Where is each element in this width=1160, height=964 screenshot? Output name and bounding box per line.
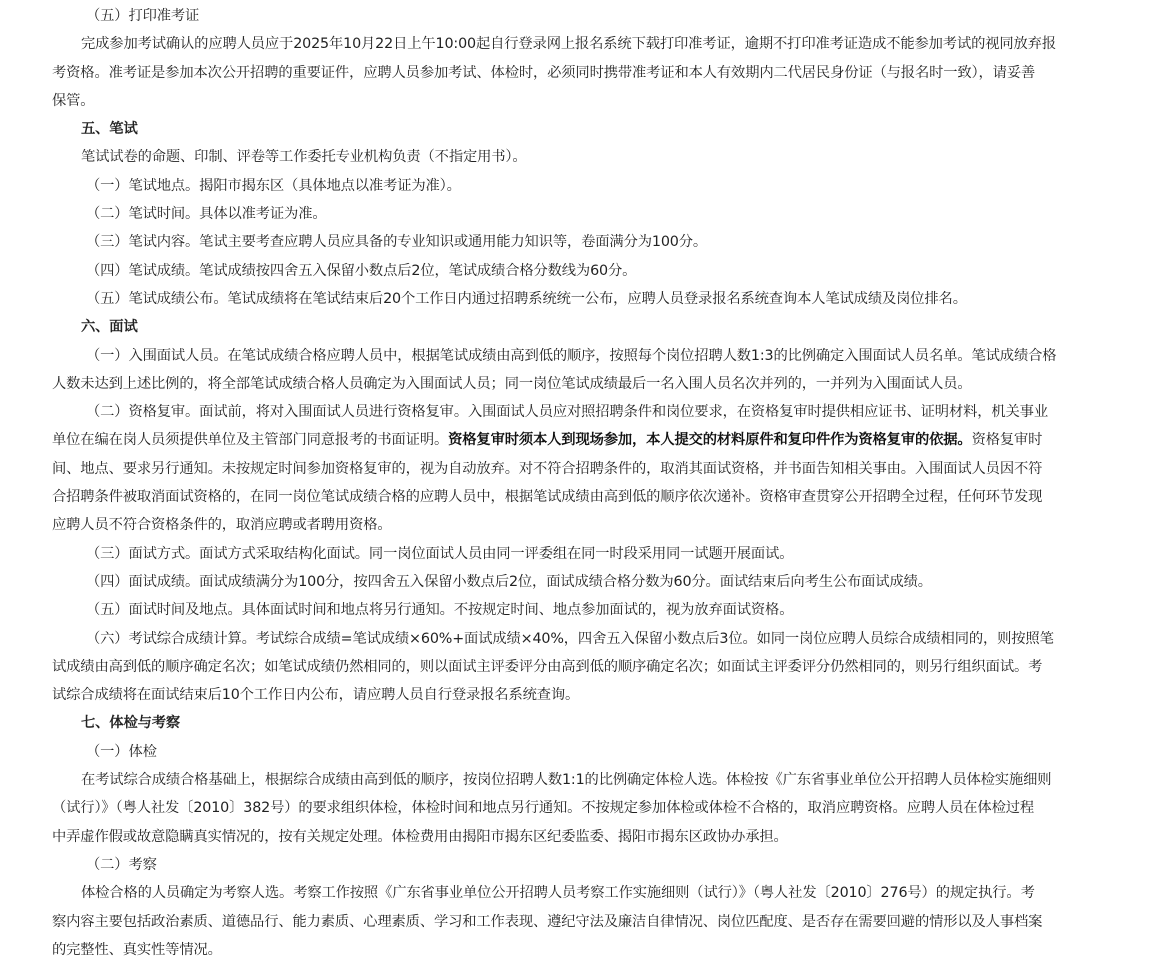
text-line: （一）体检 <box>86 743 157 760</box>
text-line: 在考试综合成绩合格基础上，根据综合成绩由高到低的顺序，按岗位招聘人数1:1的比例确定体检人选。体检按《广东省事业单位公开招聘人员体检实施细则 <box>81 772 1052 789</box>
text-line: 间、地点、要求另行通知。未按规定时间参加资格复审的，视为自动放弃。对不符合招聘条件的，取消其面试资格，并书面告知相关事由。入围面试人员因不符 <box>52 460 1043 477</box>
text-line: 体检合格的人员确定为考察人选。考察工作按照《广东省事业单位公开招聘人员考察工作实施细则（试行）》（粤人社发〔2010〕276号）的规定执行。考 <box>81 885 1035 902</box>
text-line: 合招聘条件被取消面试资格的，在同一岗位笔试成绩合格的应聘人员中，根据笔试成绩由高到低的顺序依次递补。资格审查贯穿公开招聘全过程，任何环节发现 <box>52 489 1043 506</box>
section-heading: 七、体检与考察 <box>81 715 181 732</box>
text-line: （五）打印准考证 <box>86 8 200 24</box>
text-line: （试行）》（粤人社发〔2010〕382号）的要求组织体检，体检时间和地点另行通知。不按规定参加体检或体检不合格的，取消应聘资格。应聘人员在体检过程 <box>52 800 1035 817</box>
text-segment: 单位在编在岗人员须提供单位及主管部门同意报考的书面证明。 <box>52 432 449 449</box>
text-segment: 资格复审时 <box>971 432 1043 449</box>
text-line: 的完整性、真实性等情况。 <box>52 941 222 958</box>
bold-text-segment: 资格复审时须本人到现场参加，本人提交的材料原件和复印件作为资格复审的依据。 <box>448 432 972 449</box>
text-line: （二）笔试时间。具体以准考证为准。 <box>86 206 327 223</box>
text-line: 人数未达到上述比例的，将全部笔试成绩合格人员确定为入围面试人员；同一岗位笔试成绩最后一名入围人员名次并列的，一并列为入围面试人员。 <box>52 375 972 392</box>
text-line: （二）资格复审。面试前，将对入围面试人员进行资格复审。入围面试人员应对照招聘条件和岗位要求，在资格复审时提供相应证书、证明材料，机关事业 <box>86 404 1048 421</box>
text-line: （一）入围面试人员。在笔试成绩合格应聘人员中，根据笔试成绩由高到低的顺序，按照每个岗位招聘人数1:3的比例确定入围面试人员名单。笔试成绩合格 <box>86 347 1057 364</box>
text-line: 应聘人员不符合资格条件的，取消应聘或者聘用资格。 <box>52 517 392 534</box>
text-line: 试成绩由高到低的顺序确定名次；如笔试成绩仍然相同的，则以面试主评委评分由高到低的顺序确定名次；如面试主评委评分仍然相同的，则另行组织面试。考 <box>52 658 1043 675</box>
text-line <box>52 426 1110 454</box>
section-heading: 五、笔试 <box>81 121 138 138</box>
text-line: （四）笔试成绩。笔试成绩按四舍五入保留小数点后2位，笔试成绩合格分数线为60分。 <box>86 262 637 279</box>
text-line: 完成参加考试确认的应聘人员应于2025年10月22日上午10:00起自行登录网上报名系统下载打印准考证，逾期不打印准考证造成不能参加考试的视同放弃报 <box>81 36 1056 53</box>
text-line: 试综合成绩将在面试结束后10个工作日内公布，请应聘人员自行登录报名系统查询。 <box>52 687 580 704</box>
text-line: （五）面试时间及地点。具体面试时间和地点将另行通知。不按规定时间、地点参加面试的，视为放弃面试资格。 <box>86 602 794 619</box>
text-line: （一）笔试地点。揭阳市揭东区（具体地点以准考证为准）。 <box>86 177 461 194</box>
section-heading: 六、面试 <box>81 319 138 336</box>
text-line: 中弄虚作假或故意隐瞒真实情况的，按有关规定处理。体检费用由揭阳市揭东区纪委监委、揭阳市揭东区政协办承担。 <box>52 828 788 845</box>
text-line: （六）考试综合成绩计算。考试综合成绩=笔试成绩×60%+面试成绩×40%，四舍五入保留小数点后3位。如同一岗位应聘人员综合成绩相同的，则按照笔 <box>86 630 1054 647</box>
text-line: （三）面试方式。面试方式采取结构化面试。同一岗位面试人员由同一评委组在同一时段采用同一试题开展面试。 <box>86 545 794 562</box>
text-line: 笔试试卷的命题、印制、评卷等工作委托专业机构负责（不指定用书）。 <box>81 149 527 166</box>
text-line: （四）面试成绩。面试成绩满分为100分，按四舍五入保留小数点后2位，面试成绩合格分数为60分。面试结束后向考生公布面试成绩。 <box>86 573 932 590</box>
text-line: 察内容主要包括政治素质、道德品行、能力素质、心理素质、学习和工作表现、遵纪守法及廉洁自律情况、岗位匹配度、是否存在需要回避的情形以及人事档案 <box>52 913 1043 930</box>
text-line: （五）笔试成绩公布。笔试成绩将在笔试结束后20个工作日内通过招聘系统统一公布，应聘人员登录报名系统查询本人笔试成绩及岗位排名。 <box>86 290 967 307</box>
text-line: 保管。 <box>52 92 95 109</box>
text-line: 考资格。准考证是参加本次公开招聘的重要证件，应聘人员参加考试、体检时，必须同时携带准考证和本人有效期内二代居民身份证（与报名时一致），请妥善 <box>52 64 1036 81</box>
text-line: （二）考察 <box>86 856 157 873</box>
text-line: （三）笔试内容。笔试主要考查应聘人员应具备的专业知识或通用能力知识等，卷面满分为100分。 <box>86 234 708 251</box>
